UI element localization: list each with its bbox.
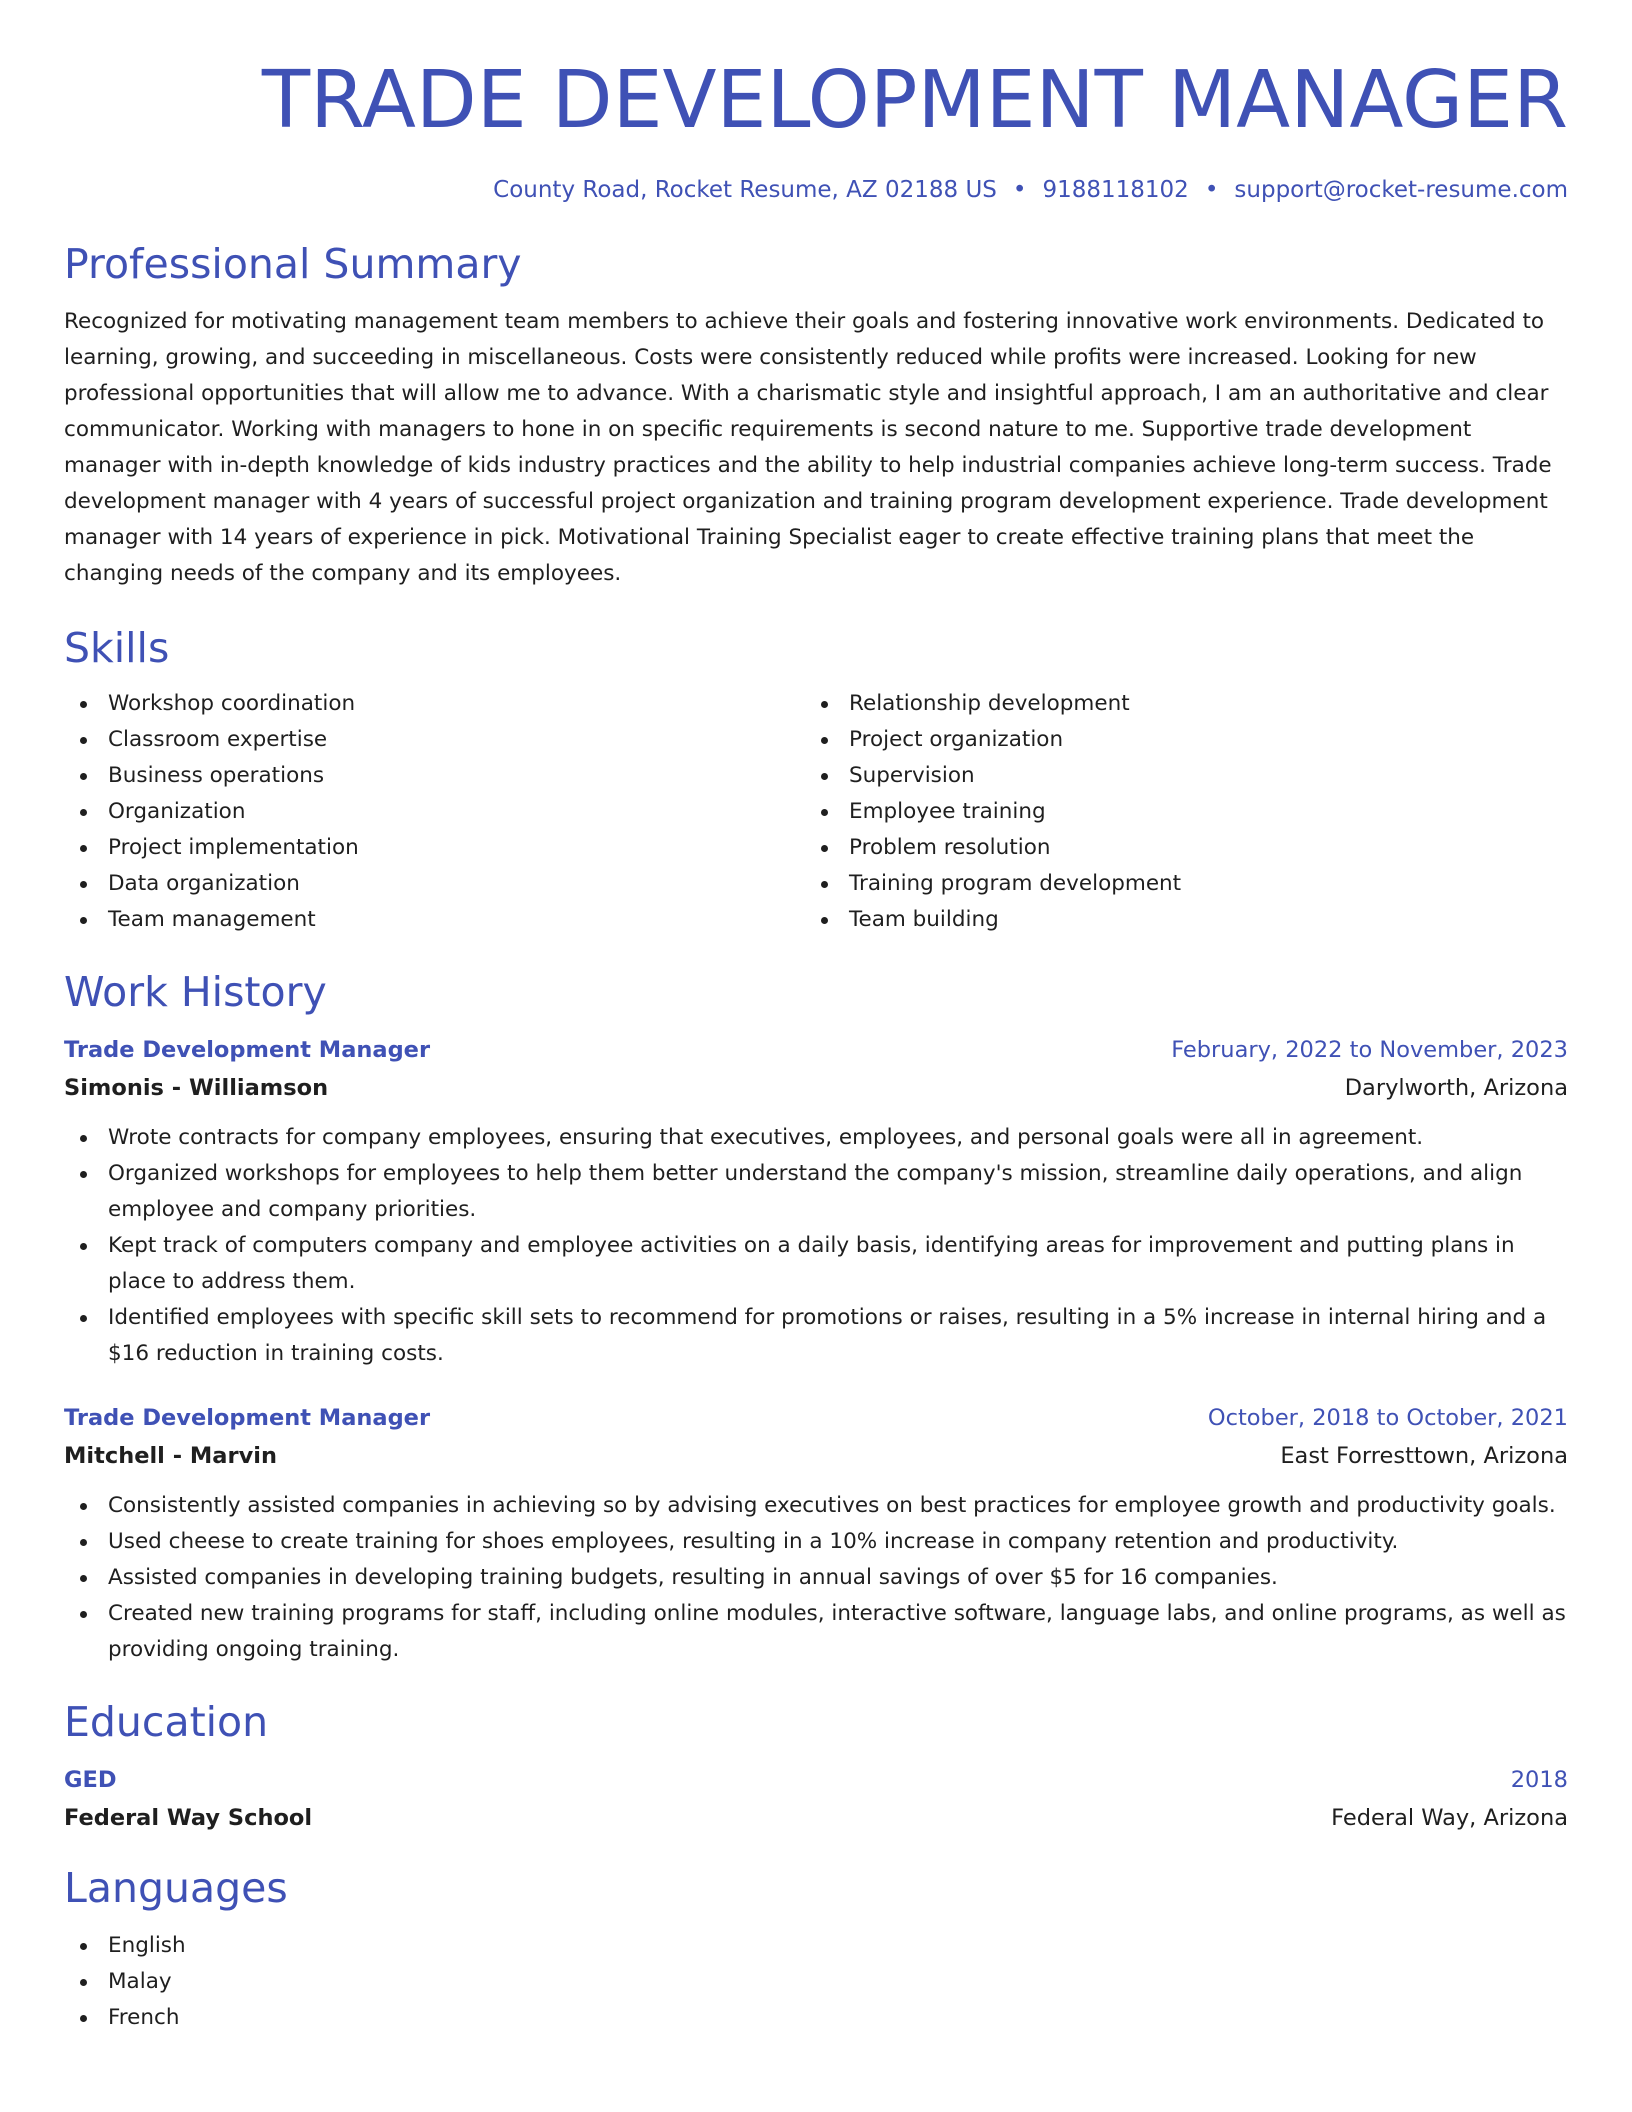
education-location: Federal Way, Arizona — [1331, 1805, 1568, 1831]
languages-list — [64, 1928, 1568, 2036]
education-header — [64, 1762, 1568, 1798]
skill-item: Project implementation — [64, 830, 805, 866]
job-role: Trade Development Manager — [64, 1405, 431, 1431]
job-bullet: Kept track of computers company and employee activities on a daily basis, identifying areas for improvement and putting plans in place to address them. — [64, 1228, 1568, 1300]
job-entry — [64, 1032, 1568, 1372]
job-location: East Forresttown, Arizona — [1280, 1443, 1568, 1469]
languages-heading: Languages — [64, 1864, 288, 1912]
skill-item: Project organization — [805, 722, 1546, 758]
job-company: Simonis - Williamson — [64, 1075, 329, 1101]
job-bullet: Consistently assisted companies in achieving so by advising executives on best practices for employee growth and productivity goals. — [64, 1488, 1568, 1524]
resume-title: TRADE DEVELOPMENT MANAGER — [261, 54, 1568, 146]
contact-email[interactable]: support@rocket-resume.com — [1234, 177, 1568, 203]
skills-column-right — [805, 686, 1546, 938]
contact-separator: • — [1012, 177, 1027, 203]
education-heading: Education — [64, 1698, 269, 1746]
contact-line — [64, 174, 1568, 206]
job-dates: October, 2018 to October, 2021 — [1207, 1405, 1568, 1431]
skill-item: Training program development — [805, 866, 1546, 902]
job-dates: February, 2022 to November, 2023 — [1171, 1037, 1568, 1063]
skill-item: Workshop coordination — [64, 686, 805, 722]
skills-column-left — [64, 686, 805, 938]
job-bullets — [64, 1488, 1568, 1668]
skill-item: Classroom expertise — [64, 722, 805, 758]
skill-item: Team building — [805, 902, 1546, 938]
education-entry — [64, 1762, 1568, 1838]
job-bullets — [64, 1120, 1568, 1372]
contact-address: County Road, Rocket Resume, AZ 02188 US — [493, 177, 997, 203]
skills-heading: Skills — [64, 624, 170, 672]
skill-item: Organization — [64, 794, 805, 830]
job-bullet: Used cheese to create training for shoes employees, resulting in a 10% increase in company retention and productivity. — [64, 1524, 1568, 1560]
contact-separator: • — [1204, 177, 1219, 203]
job-location: Darylworth, Arizona — [1344, 1075, 1568, 1101]
job-bullet: Wrote contracts for company employees, ensuring that executives, employees, and personal goals were all in agreement. — [64, 1120, 1568, 1156]
summary-text: Recognized for motivating management team members to achieve their goals and fostering innovative work environments. Dedicated to learning, growing, and succeeding in miscellaneous. Costs were consistently reduced while profits were increased. Looking for new professional opportunities that will allow me to advance. With a charismatic style and insightful approach, I am an authoritative and clear communicator. Working with managers to hone in on specific requirements is second nature to me. Supportive trade development manager with in-depth knowledge of kids industry practices and the ability to help industrial companies achieve long-term success. Trade development manager with 4 years of successful project organization and training program development experience. Trade development manager with 14 years of experience in pick. Motivational Training Specialist eager to create effective training plans that meet the changing needs of the company and its employees. — [64, 309, 1552, 586]
job-entry — [64, 1400, 1568, 1668]
work-history-heading: Work History — [64, 968, 327, 1016]
job-header — [64, 1400, 1568, 1436]
job-bullet: Identified employees with specific skill sets to recommend for promotions or raises, resulting in a 5% increase in internal hiring and a $16 reduction in training costs. — [64, 1300, 1568, 1372]
education-year: 2018 — [1510, 1767, 1568, 1793]
skill-item: Data organization — [64, 866, 805, 902]
skill-item: Problem resolution — [805, 830, 1546, 866]
education-subheader — [64, 1798, 1568, 1838]
skill-item: Relationship development — [805, 686, 1546, 722]
job-role: Trade Development Manager — [64, 1037, 431, 1063]
job-company: Mitchell - Marvin — [64, 1443, 277, 1469]
language-item: Malay — [64, 1964, 1568, 2000]
education-school: Federal Way School — [64, 1805, 313, 1831]
language-item: English — [64, 1928, 1568, 1964]
job-subheader — [64, 1068, 1568, 1108]
job-subheader — [64, 1436, 1568, 1476]
skill-item: Team management — [64, 902, 805, 938]
job-header — [64, 1032, 1568, 1068]
language-item: French — [64, 2000, 1568, 2036]
summary-heading: Professional Summary — [64, 240, 522, 288]
skill-item: Supervision — [805, 758, 1546, 794]
job-bullet: Created new training programs for staff, including online modules, interactive software, language labs, and online programs, as well as providing ongoing training. — [64, 1596, 1568, 1668]
contact-phone: 9188118102 — [1042, 177, 1189, 203]
job-bullet: Assisted companies in developing training budgets, resulting in annual savings of over $5 for 16 companies. — [64, 1560, 1568, 1596]
job-bullet: Organized workshops for employees to help them better understand the company's mission, streamline daily operations, and align employee and company priorities. — [64, 1156, 1568, 1228]
skill-item: Employee training — [805, 794, 1546, 830]
skill-item: Business operations — [64, 758, 805, 794]
education-degree: GED — [64, 1767, 117, 1793]
skills-list — [64, 686, 1568, 938]
